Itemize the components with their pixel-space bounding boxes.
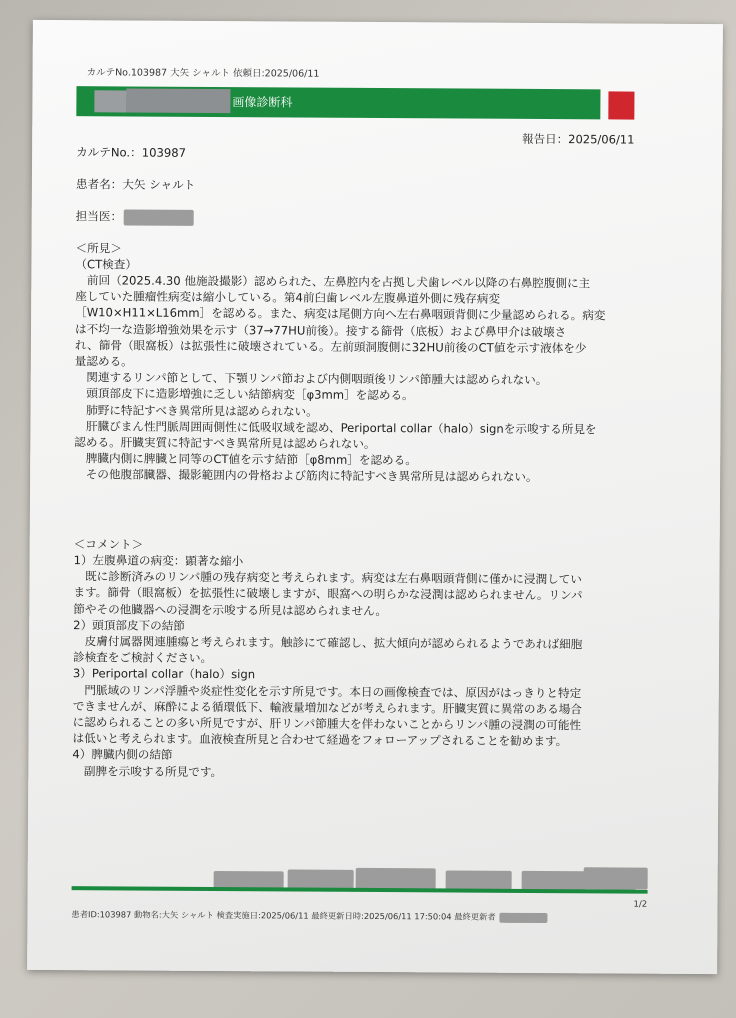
comment-line: 門脈域のリンパ浮腫や炎症性変化を示す所見です。本日の画像検査では、原因がはっきりと特定 [72, 682, 582, 700]
comment-line: 2）頭頂部皮下の結節 [73, 617, 185, 633]
department-banner [76, 86, 600, 119]
findings-line: は不均一な造影増強効果を示す（37→77HU前後）。接する篩骨（底板）および鼻甲介は破壊さ [74, 321, 567, 339]
chart-number: カルテNo.：103987 [76, 145, 187, 160]
comment-line: 診検査をご検討ください。 [72, 650, 213, 666]
findings-line: 脾臓内側に脾臓と同等のCT値を示す結節［φ8mm］を認める。 [74, 451, 417, 468]
findings-line: れ、篩骨（眼窩板）は拡張性に破壊されている。左前頭洞腹側に32HU前後のCT値を示す液体を少 [74, 337, 587, 356]
findings-line: ［W10×H11×L16mm］を認める。また、病変は尾側方向へ左右鼻咽頭背側に少量認められる。病変 [75, 305, 606, 323]
comments-heading: ＜コメント＞ [73, 537, 144, 552]
findings-subheading: （CT検査） [75, 257, 138, 272]
footer-meta-text: 患者ID:103987 動物名:大矢 シャルト 検査実施日:2025/06/11 最終更新日時:2025/06/11 17:50:04 最終更新者 [71, 909, 496, 922]
comment-line: は低いと考えられます。血液検査所見と合わせて経過をフォローアップされることを勧めます。 [72, 731, 568, 749]
findings-heading: ＜所見＞ [75, 241, 122, 256]
comment-line: 3）Periportal collar（halo）sign [72, 666, 256, 682]
redacted-signature [288, 869, 354, 888]
redacted-signature [356, 868, 436, 889]
findings-line: 座していた腫瘤性病変は縮小している。第4前臼歯レベル左腹鼻道外側に残存病変 [75, 289, 501, 306]
doctor-field [76, 208, 194, 225]
comment-line: 皮膚付属器関連腫瘍と考えられます。触診にて確認し、拡大傾向が認められるようであれば細胞 [73, 634, 583, 652]
comment-line: 1）左腹鼻道の病変：顕著な縮小 [73, 553, 244, 569]
comment-line: 節やその他臓器への浸潤を示唆する所見は認められません。 [73, 601, 388, 618]
report-date: 報告日：2025/06/11 [522, 131, 635, 147]
redacted-doctor-name [124, 209, 194, 225]
comment-line: に認められることの多い所見ですが、肝リンパ節腫大を伴わないことからリンパ腫の浸潤の可能性 [72, 715, 582, 733]
page-number: 1/2 [633, 899, 648, 910]
comment-line: 4）脾臓内側の結節 [72, 747, 173, 763]
findings-line: 認める。肝臓実質に特記すべき異常所見は認められない。 [74, 435, 376, 452]
footer-meta [71, 908, 547, 923]
patient-name: 患者名：大矢 シャルト [75, 177, 196, 192]
redacted-block [94, 90, 126, 112]
findings-line: 肝臓びまん性門脈周囲両側性に低吸収域を認め、Periportal collar（halo）signを示唆する所見を [74, 418, 597, 437]
redacted-signature [522, 871, 586, 890]
red-marker [608, 91, 634, 119]
comment-line: 既に診断済みのリンパ腫の残存病変と考えられます。病変は左右鼻咽頭背側に僅かに浸潤してい [73, 569, 582, 587]
doctor-label: 担当医： [75, 209, 123, 224]
findings-line: 前回（2025.4.30 他施設撮影）認められた、左鼻腔内を占拠し犬歯レベル以降の右鼻腔腹側に主 [75, 273, 591, 291]
redacted-signature [584, 867, 648, 889]
comment-line: できませんが、麻酔による循環低下、輸液量増加などが考えられます。肝臓実質に異常のある場合 [72, 698, 582, 717]
redacted-signature [214, 871, 284, 888]
department-name: 画像診断科 [232, 95, 293, 110]
redacted-block [126, 88, 230, 113]
findings-line: その他腹部臓器、撮影範囲内の骨格および筋肉に特記すべき異常所見は認められない。 [74, 467, 538, 485]
redacted-signature [446, 870, 512, 889]
comment-line: ます。篩骨（眼窩板）を拡張性に破壊しますが、眼窩への明らかな浸潤は認められません。リンパ [73, 585, 583, 603]
report-page [27, 20, 723, 974]
findings-line: 頭頂部皮下に造影増強に乏しい結節病変［φ3mm］を認める。 [74, 386, 414, 403]
header-top-line: カルテNo.103987 大矢 シャルト 依頼日:2025/06/11 [86, 67, 320, 80]
findings-line: 関連するリンパ節として、下顎リンパ節および内側咽頭後リンパ節腫大は認められない。 [74, 370, 548, 388]
findings-line: 量認める。 [74, 354, 133, 369]
redacted-updater [500, 912, 548, 922]
findings-line: 肺野に特記すべき異常所見は認められない。 [74, 402, 318, 419]
comment-line: 副脾を示唆する所見です。 [72, 763, 223, 779]
